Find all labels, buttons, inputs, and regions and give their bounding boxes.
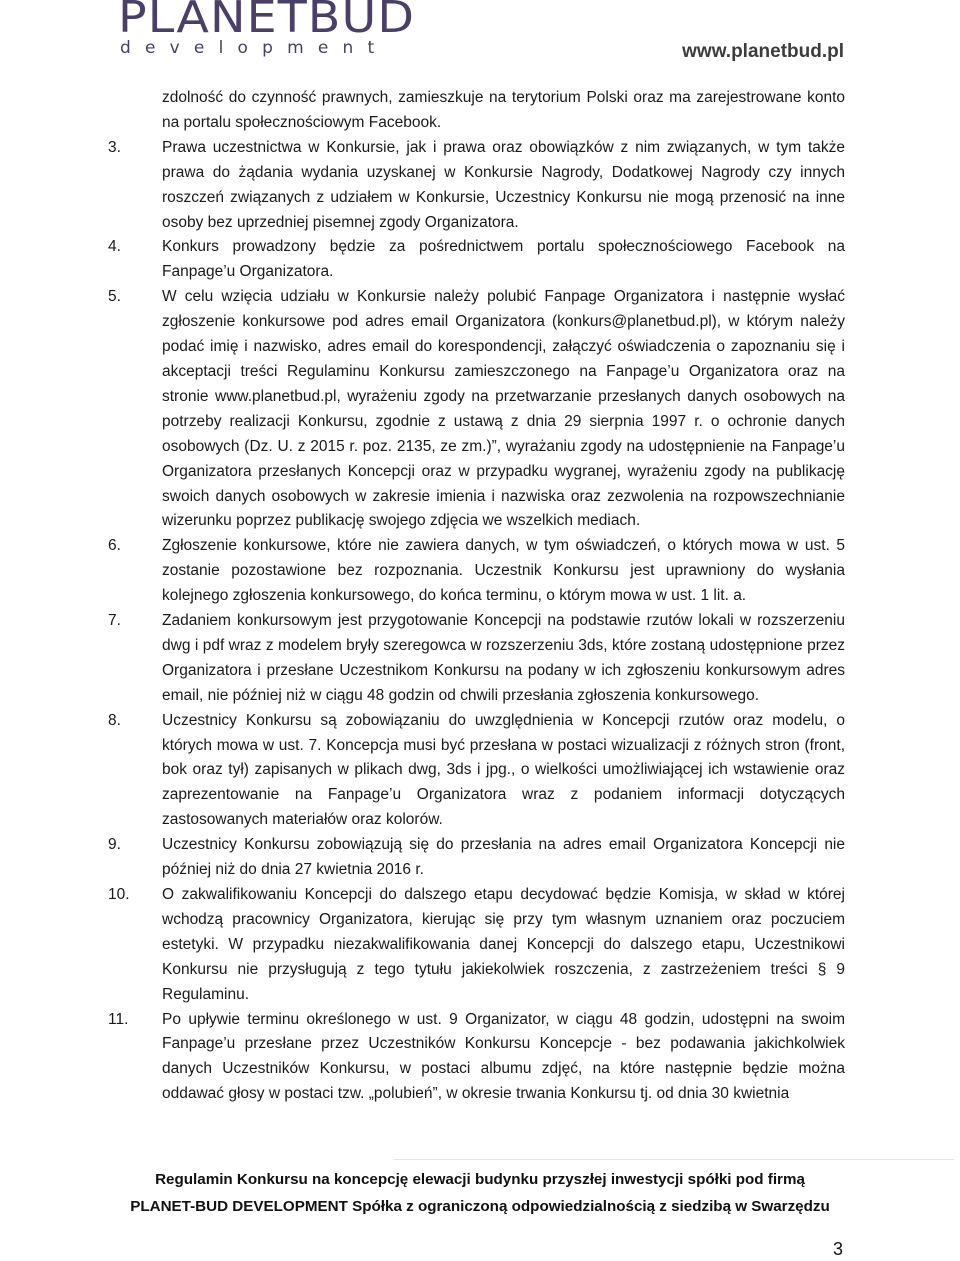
regulation-body [0,86,960,1107]
item-text: O zakwalifikowaniu Koncepcji do dalszego etapu decydować będzie Komisja, w skład w której wchodzą pracownicy Organizatora, kierując się przy tym własnym uznaniem oraz poczuciem estetyki. W przypadku niezakwalifikowania danej Koncepcji do dalszego etapu, Uczestnikowi Konkursu nie przysługują z tego tytułu jakiekolwiek roszczenia, z zastrzeżeniem treści § 9 Regulaminu. [162,886,845,1003]
footer [0,1166,960,1220]
item-text: Uczestnicy Konkursu są zobowiązaniu do uwzględnienia w Koncepcji rzutów oraz modelu, o których mowa w ust. 7. Koncepcja musi być przesłana w postaci wizualizacji z różnych stron (front, bok oraz tył) zapisanych w plikach dwg, 3ds i jpg., o wielkości umożliwiającej ich wstawienie oraz zaprezentowanie na Fanpage’u Organizatora wraz z podaniem informacji dotyczących zastosowanych materiałów oraz kolorów. [162,711,845,829]
item-text: Prawa uczestnictwa w Konkursie, jak i prawa oraz obowiązków z nim związanych, w tym także prawa do żądania wydania uzyskanej w Konkursie Nagrody, Dodatkowej Nagrody czy innych roszczeń związanych z udziałem w Konkursie, Uczestnicy Konkursu nie mogą przenosić na inne osoby bez uprzedniej pisemnej zgody Organizatora. [162,138,845,231]
item-number: 10. [108,886,130,903]
item-text: zdolność do czynność prawnych, zamieszkuje na terytorium Polski oraz ma zarejestrowane konto na portalu społecznościowym Facebook. [162,89,845,131]
item-number: 5. [108,288,121,306]
logo-wordmark: PLANETBUD [118,0,416,43]
regulation-item [0,609,960,709]
website-link[interactable]: www.planetbud.pl [682,41,844,62]
item-number: 8. [108,711,121,729]
company-logo [118,0,416,58]
item-text: Po upływie terminu określonego w ust. 9 Organizator, w ciągu 48 godzin, udostępni na swoim Fanpage’u przesłane przez Uczestników Konkursu Koncepcje - bez podawania jakichkolwiek danych Uczestników Konkursu, w postaci albumu zdjęć, na które następnie będzie można oddawać głosy w postaci tzw. „polubień”, w okresie trwania Konkursu tj. od dnia 30 kwietnia [162,1010,845,1103]
item-text: Zadaniem konkursowym jest przygotowanie Koncepcji na podstawie rzutów lokali w rozszerzeniu dwg i pdf wraz z modelem bryły szeregowca w rozszerzeniu 3ds, które zostaną udostępnione przez Organizatora i przesłane Uczestnikom Konkursu na podany w ich zgłoszeniu konkursowym adres email, nie później niż w ciągu 48 godzin od chwili przesłania zgłoszenia konkursowego. [162,612,845,704]
logo-tagline: development [120,38,389,58]
regulation-item [0,136,960,236]
page-number: 3 [833,1239,844,1259]
item-text: Uczestnicy Konkursu zobowiązują się do przesłania na adres email Organizatora Koncepcji nie później niż do dnia 27 kwietnia 2016 r. [162,836,845,879]
regulation-item [0,534,960,609]
item-number: 3. [108,138,121,156]
item-number: 7. [108,612,121,630]
regulation-item [0,86,960,136]
item-text: W celu wzięcia udziału w Konkursie należy polubić Fanpage Organizatora i następnie wysłać zgłoszenie konkursowe pod adres email Organizatora (konkurs@planetbud.pl), w którym należy podać imię i nazwisko, adres email do korespondencji, załączyć oświadczenia o zapoznaniu się i akceptacji treści Regulaminu Konkursu zamieszczonego na Fanpage’u Organizatora oraz na stronie www.planetbud.pl, wyrażeniu zgody na przetwarzanie przesłanych danych osobowych na potrzeby realizacji Konkursu, zgodnie z ustawą z dnia 29 sierpnia 1997 r. o ochronie danych osobowych (Dz. U. z 2015 r. poz. 2135, ze zm.)”, wyrażaniu zgody na udostępnienie na Fanpage’u Organizatora przesłanych Koncepcji oraz w przypadku wygranej, wyrażeniu zgody na publikację swoich danych osobowych w zakresie imienia i nazwiska oraz zezwolenia na rozpowszechnianie wizerunku poprzez publikację swojego zdjęcia we wszelkich mediach. [162,288,845,530]
footer-divider [394,1159,954,1160]
item-number: 9. [108,836,121,854]
regulation-item [0,235,960,285]
footer-line-1: Regulamin Konkursu na koncepcję elewacji budynku przyszłej inwestycji spółki pod firmą [155,1171,805,1188]
regulation-item [0,883,960,1008]
footer-line-2: PLANET-BUD DEVELOPMENT Spółka z ograniczoną odpowiedzialnością z siedzibą w Swarzędzu [130,1198,830,1215]
regulation-item [0,285,960,534]
item-number: 6. [108,537,121,555]
regulation-item [0,709,960,834]
regulation-item [0,833,960,883]
item-number: 4. [108,238,121,256]
item-text: Zgłoszenie konkursowe, które nie zawiera danych, w tym oświadczeń, o których mowa w ust. 5 zostanie pozostawione bez rozpoznania. Uczestnik Konkursu jest uprawniony do wysłania kolejnego zgłoszenia konkursowego, do końca terminu, o którym mowa w ust. 1 lit. a. [162,537,845,605]
item-text: Konkurs prowadzony będzie za pośrednictwem portalu społecznościowego Facebook na Fanpage’u Organizatora. [162,238,845,281]
regulation-item [0,1008,960,1108]
item-number: 11. [108,1010,129,1028]
